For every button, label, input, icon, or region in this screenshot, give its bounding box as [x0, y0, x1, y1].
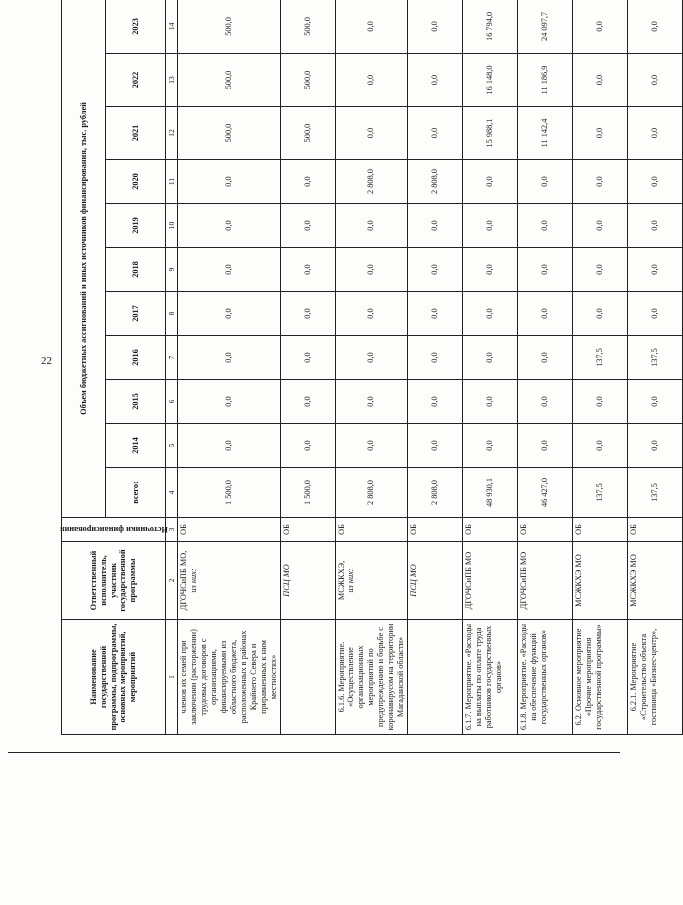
column-number-8: 8 — [166, 292, 178, 336]
row-value-6: 0,0 — [280, 204, 335, 248]
header-year-7: 2020 — [106, 160, 166, 204]
row-value-0: 1 500,0 — [178, 468, 281, 518]
column-number-2: 2 — [166, 542, 178, 620]
row-value-4: 0,0 — [280, 292, 335, 336]
row-responsible — [518, 542, 573, 620]
rotated-table-sheet — [59, 0, 660, 735]
row-value-1: 0,0 — [628, 424, 683, 468]
header-year-1: 2014 — [106, 424, 166, 468]
row-responsible — [408, 542, 463, 620]
row-value-1: 0,0 — [280, 424, 335, 468]
table-row — [628, 0, 683, 735]
row-value-7: 2 808,0 — [408, 160, 463, 204]
row-value-0: 1 500,0 — [280, 468, 335, 518]
row-responsible — [628, 542, 683, 620]
row-responsible-main: МСЖКХЭ МО — [629, 554, 639, 607]
row-value-2: 0,0 — [178, 380, 281, 424]
row-value-2: 0,0 — [280, 380, 335, 424]
row-value-1: 0,0 — [178, 424, 281, 468]
row-value-4: 0,0 — [178, 292, 281, 336]
row-value-2: 0,0 — [408, 380, 463, 424]
column-number-1: 1 — [166, 620, 178, 735]
header-year-6: 2019 — [106, 204, 166, 248]
rotated-content — [59, 0, 660, 735]
row-value-7: 0,0 — [573, 160, 628, 204]
row-value-0: 137,5 — [573, 468, 628, 518]
row-value-5: 0,0 — [280, 248, 335, 292]
row-value-8: 500,0 — [280, 107, 335, 160]
row-value-2: 0,0 — [628, 380, 683, 424]
row-source: ОБ — [518, 518, 573, 542]
column-number-6: 6 — [166, 380, 178, 424]
header-year-9: 2022 — [106, 54, 166, 107]
column-number-12: 12 — [166, 107, 178, 160]
header-year-0: всего: — [106, 468, 166, 518]
row-value-1: 0,0 — [518, 424, 573, 468]
header-year-4: 2017 — [106, 292, 166, 336]
header-year-10: 2023 — [106, 0, 166, 54]
row-source: ОБ — [408, 518, 463, 542]
row-value-4: 0,0 — [573, 292, 628, 336]
row-value-1: 0,0 — [463, 424, 518, 468]
row-value-4: 0,0 — [335, 292, 408, 336]
header-responsible: Ответственный исполнитель, участник государственной программы — [62, 542, 166, 620]
row-value-3: 137,5 — [573, 336, 628, 380]
column-number-3: 3 — [166, 518, 178, 542]
row-value-5: 0,0 — [573, 248, 628, 292]
column-number-13: 13 — [166, 54, 178, 107]
row-value-0: 2 808,0 — [335, 468, 408, 518]
row-value-5: 0,0 — [178, 248, 281, 292]
row-value-9: 16 148,0 — [463, 54, 518, 107]
row-value-9: 500,0 — [280, 54, 335, 107]
row-value-3: 0,0 — [178, 336, 281, 380]
page-number: 22 — [41, 355, 52, 367]
row-value-8: 500,0 — [178, 107, 281, 160]
row-value-7: 2 808,0 — [335, 160, 408, 204]
row-name: 6.1.6. Мероприятие. «Осуществление организационных мероприятий по предупреждению и борьбе с коронавирусом на территории Магаданской области» — [335, 620, 408, 735]
row-value-8: 0,0 — [573, 107, 628, 160]
budget-table — [61, 0, 683, 735]
row-value-5: 0,0 — [518, 248, 573, 292]
row-name: 6.1.7. Мероприятие. «Расходы на выплаты по оплате труда работников государственных органов» — [463, 620, 518, 735]
row-value-6: 0,0 — [518, 204, 573, 248]
row-value-9: 0,0 — [628, 54, 683, 107]
row-value-3: 137,5 — [628, 336, 683, 380]
header-year-8: 2021 — [106, 107, 166, 160]
row-value-2: 0,0 — [573, 380, 628, 424]
table-row — [573, 0, 628, 735]
row-value-6: 0,0 — [408, 204, 463, 248]
row-value-0: 2 808,0 — [408, 468, 463, 518]
column-number-10: 10 — [166, 204, 178, 248]
row-source: ОБ — [573, 518, 628, 542]
row-value-6: 0,0 — [178, 204, 281, 248]
header-name: Наименование государственной программы, подпрограммы, основных мероприятий, мероприятий — [62, 620, 166, 735]
row-value-5: 0,0 — [335, 248, 408, 292]
row-value-2: 0,0 — [335, 380, 408, 424]
header-row-top — [62, 0, 106, 735]
row-value-1: 0,0 — [335, 424, 408, 468]
row-responsible-sub: из них: — [346, 568, 356, 593]
row-value-6: 0,0 — [335, 204, 408, 248]
row-value-5: 0,0 — [408, 248, 463, 292]
table-row — [463, 0, 518, 735]
row-responsible — [280, 542, 335, 620]
row-value-10: 16 794,0 — [463, 0, 518, 54]
table-row — [280, 0, 335, 735]
column-number-9: 9 — [166, 248, 178, 292]
row-value-7: 0,0 — [518, 160, 573, 204]
row-value-7: 0,0 — [178, 160, 281, 204]
column-number-4: 4 — [166, 468, 178, 518]
row-value-8: 0,0 — [335, 107, 408, 160]
row-responsible-main: МСЖКХЭ, — [336, 560, 346, 601]
row-source: ОБ — [178, 518, 281, 542]
row-source: ОБ — [335, 518, 408, 542]
row-value-10: 0,0 — [628, 0, 683, 54]
row-value-7: 0,0 — [280, 160, 335, 204]
row-value-3: 0,0 — [335, 336, 408, 380]
row-responsible — [178, 542, 281, 620]
row-value-10: 0,0 — [335, 0, 408, 54]
column-number-11: 11 — [166, 160, 178, 204]
row-value-9: 0,0 — [335, 54, 408, 107]
row-name: 6.2. Основное мероприятие «Прочие мероприятия государственной программы» — [573, 620, 628, 735]
row-name — [280, 620, 335, 735]
row-value-7: 0,0 — [463, 160, 518, 204]
row-value-9: 0,0 — [408, 54, 463, 107]
row-responsible-sub: из них: — [188, 568, 198, 593]
row-value-10: 24 097,7 — [518, 0, 573, 54]
row-value-9: 500,0 — [178, 54, 281, 107]
table-body — [178, 0, 683, 735]
header-source: Источники финансирования — [62, 518, 166, 542]
row-value-8: 11 142,4 — [518, 107, 573, 160]
column-numbers-row — [166, 0, 178, 735]
row-value-3: 0,0 — [280, 336, 335, 380]
row-name: членов их семей при заключении (расторжении) трудовых договоров с организациями, финансируемыми из областного бюджета, расположенных в районах Крайнего Севера и приравненных к ним местностях» — [178, 620, 281, 735]
row-value-3: 0,0 — [408, 336, 463, 380]
row-value-3: 0,0 — [463, 336, 518, 380]
row-responsible-sub: ПСЦ МО — [409, 564, 419, 597]
row-value-0: 46 427,0 — [518, 468, 573, 518]
row-responsible — [463, 542, 518, 620]
row-value-0: 48 930,1 — [463, 468, 518, 518]
row-value-1: 0,0 — [573, 424, 628, 468]
row-name: 6.2.1. Мероприятие «Строительство объекта гостиница «Бизнес-центр», — [628, 620, 683, 735]
row-value-4: 0,0 — [408, 292, 463, 336]
row-value-1: 0,0 — [408, 424, 463, 468]
row-value-10: 0,0 — [408, 0, 463, 54]
row-value-10: 500,0 — [280, 0, 335, 54]
table-row — [518, 0, 573, 735]
row-value-2: 0,0 — [463, 380, 518, 424]
row-value-8: 0,0 — [408, 107, 463, 160]
row-responsible-main: ДГОЧСиПБ МО — [519, 551, 529, 610]
row-value-10: 0,0 — [573, 0, 628, 54]
column-number-7: 7 — [166, 336, 178, 380]
row-value-6: 0,0 — [573, 204, 628, 248]
row-name — [408, 620, 463, 735]
row-responsible-main: МСЖКХЭ МО — [574, 554, 584, 607]
row-source: ОБ — [628, 518, 683, 542]
row-value-4: 0,0 — [518, 292, 573, 336]
header-year-3: 2016 — [106, 336, 166, 380]
row-responsible — [573, 542, 628, 620]
row-value-2: 0,0 — [518, 380, 573, 424]
row-value-9: 0,0 — [573, 54, 628, 107]
column-number-5: 5 — [166, 424, 178, 468]
header-year-2: 2015 — [106, 380, 166, 424]
row-value-6: 0,0 — [463, 204, 518, 248]
row-value-7: 0,0 — [628, 160, 683, 204]
row-source: ОБ — [463, 518, 518, 542]
row-name: 6.1.8. Мероприятие. «Расходы на обеспечение функций государственных органов» — [518, 620, 573, 735]
table-row — [335, 0, 408, 735]
row-value-0: 137,5 — [628, 468, 683, 518]
row-responsible-sub: ПСЦ МО — [281, 564, 291, 597]
row-value-3: 0,0 — [518, 336, 573, 380]
header-funding: Объем бюджетных ассигнований и иных источников финансирования, тыс. рублей — [62, 0, 106, 518]
column-number-14: 14 — [166, 0, 178, 54]
row-source: ОБ — [280, 518, 335, 542]
table-row — [408, 0, 463, 735]
row-value-4: 0,0 — [628, 292, 683, 336]
row-value-8: 15 988,1 — [463, 107, 518, 160]
row-value-9: 11 186,9 — [518, 54, 573, 107]
row-value-10: 500,0 — [178, 0, 281, 54]
row-value-5: 0,0 — [463, 248, 518, 292]
row-value-8: 0,0 — [628, 107, 683, 160]
header-year-5: 2018 — [106, 248, 166, 292]
row-value-4: 0,0 — [463, 292, 518, 336]
row-responsible-main: ДГОЧСиПБ МО, — [179, 550, 188, 611]
row-value-5: 0,0 — [628, 248, 683, 292]
row-responsible-main: ДГОЧСиПБ МО — [464, 551, 474, 610]
table-row — [178, 0, 281, 735]
bottom-rule — [8, 752, 620, 753]
row-value-6: 0,0 — [628, 204, 683, 248]
row-responsible — [335, 542, 408, 620]
